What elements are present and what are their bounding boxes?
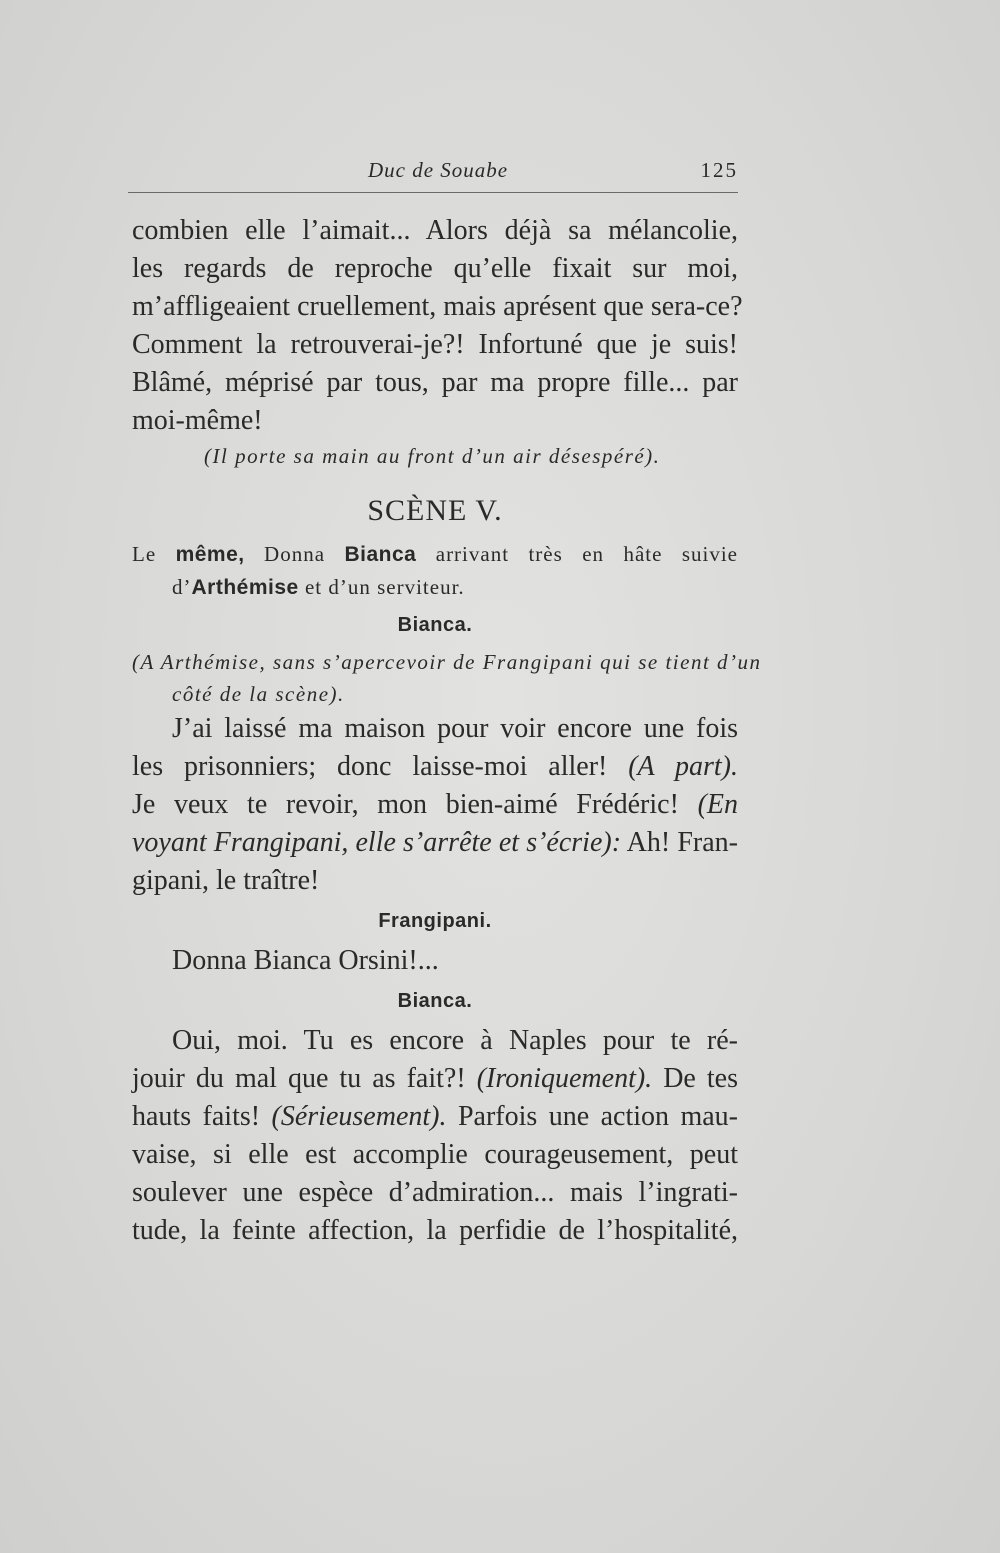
text-line: hauts faits! (Sérieusement). Parfois une action mau-: [132, 1101, 738, 1132]
character-name: même,: [175, 543, 245, 566]
speaker-name: Frangipani.: [378, 910, 492, 932]
text-line: combien elle l’aimait... Alors déjà sa mélancolie,: [132, 215, 738, 246]
text-line: Comment la retrouverai-je?! Infortuné que je suis!: [132, 329, 738, 360]
text-line: les regards de reproche qu’elle fixait sur moi,: [132, 253, 738, 284]
text-line: les prisonniers; donc laisse-moi aller! (A part).: [132, 751, 739, 782]
stage-direction: côté de la scène).: [172, 682, 345, 706]
speaker-name: Bianca.: [397, 614, 473, 636]
text-line: Je veux te revoir, mon bien-aimé Frédéric! (En: [132, 789, 738, 820]
text-line: J’ai laissé ma maison pour voir encore une fois: [172, 713, 738, 744]
text-line: Blâmé, méprisé par tous, par ma propre fille... par: [132, 367, 738, 398]
page-header: [128, 158, 738, 194]
cast-list: d’Arthémise et d’un serviteur.: [172, 575, 465, 599]
scene-title: SCÈNE V.: [367, 494, 503, 527]
speaker-name: Bianca.: [397, 990, 473, 1012]
text-line: m’affligeaient cruellement, mais aprésent que sera-ce?: [132, 291, 743, 322]
running-title: Duc de Souabe: [368, 158, 509, 182]
text-line: jouir du mal que tu as fait?! (Ironiquement). De tes: [132, 1063, 738, 1094]
page-number: 125: [700, 158, 738, 182]
stage-direction: (A Arthémise, sans s’apercevoir de Frangipani qui se tient d’un: [132, 650, 762, 674]
text-line: gipani, le traître!: [132, 865, 320, 896]
text-line: soulever une espèce d’admiration... mais l’ingrati-: [132, 1177, 738, 1208]
stage-direction: (Il porte sa main au front d’un air désespéré).: [204, 444, 661, 468]
text-line: tude, la feinte affection, la perfidie de l’hospitalité,: [132, 1215, 738, 1246]
cast-list: Le même, Donna Bianca arrivant très en hâte suivie: [132, 542, 738, 566]
text-line: vaise, si elle est accomplie courageusement, peut: [132, 1139, 738, 1170]
text-line: voyant Frangipani, elle s’arrête et s’écrie): Ah! Fran-: [132, 827, 738, 858]
page-text: [132, 212, 762, 1250]
text-line: Donna Bianca Orsini!...: [172, 945, 439, 976]
character-name: Arthémise: [191, 576, 299, 599]
text-line: Oui, moi. Tu es encore à Naples pour te ré-: [172, 1025, 738, 1056]
character-name: Bianca: [344, 543, 417, 566]
header-rule: [128, 192, 738, 193]
text-line: moi-même!: [132, 405, 263, 436]
